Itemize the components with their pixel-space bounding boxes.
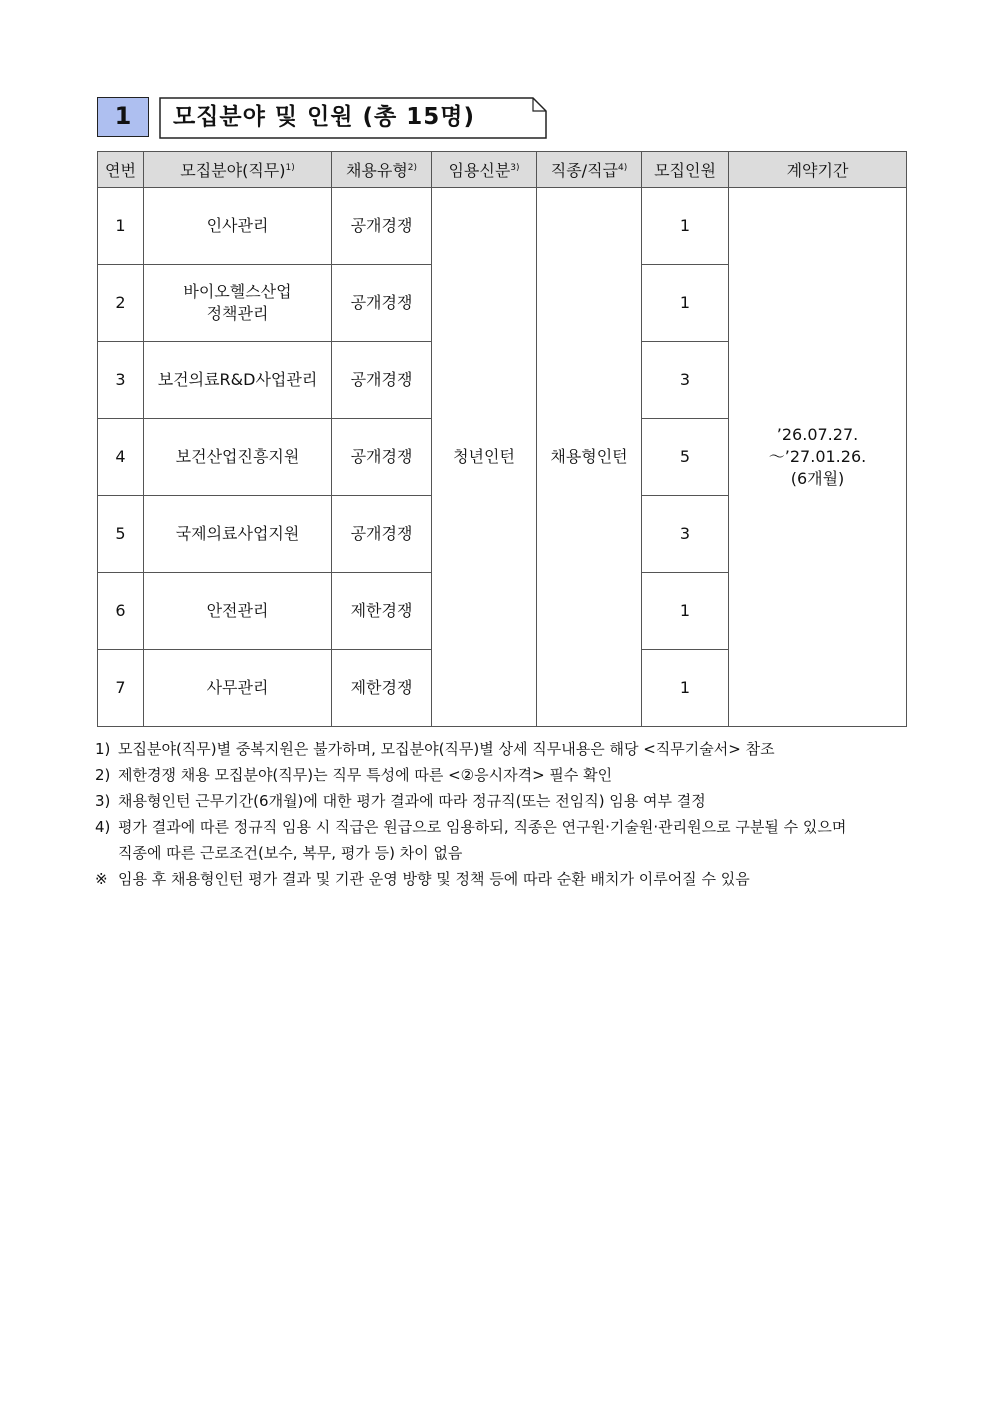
cell-field: 안전관리 — [144, 573, 332, 650]
cell-field: 사무관리 — [144, 650, 332, 727]
cell-type: 제한경쟁 — [332, 650, 432, 727]
period-dates: ’26.07.27.～’27.01.26. — [768, 425, 867, 466]
cell-no: 7 — [98, 650, 144, 727]
cell-field: 보건의료R&D사업관리 — [144, 342, 332, 419]
header-no: 연번 — [98, 152, 144, 188]
header-field: 모집분야(직무)$^{1)}$ — [144, 152, 332, 188]
cell-count: 3 — [642, 496, 729, 573]
cell-no: 2 — [98, 265, 144, 342]
cell-count: 5 — [642, 419, 729, 496]
section-title: 모집분야 및 인원 (총 15명) — [173, 104, 476, 130]
footnote-2 — [95, 762, 925, 788]
cell-count: 1 — [642, 188, 729, 265]
footnote-1 — [95, 736, 925, 762]
section-title-box — [159, 97, 547, 139]
footnote-text: 제한경쟁 채용 모집분야(직무)는 직무 특성에 따른 <②응시자격> 필수 확인 — [118, 766, 613, 784]
cell-field — [144, 265, 332, 342]
cell-grade: 채용형인턴 — [537, 188, 642, 727]
cell-no: 5 — [98, 496, 144, 573]
header-count: 모집인원 — [642, 152, 729, 188]
cell-type: 공개경쟁 — [332, 342, 432, 419]
footnote-label: 3) — [95, 792, 111, 810]
footnote-text: 임용 후 채용형인턴 평가 결과 및 기관 운영 방향 및 정책 등에 따라 순환 배치가 이루어질 수 있음 — [118, 870, 750, 888]
cell-count: 1 — [642, 650, 729, 727]
cell-field: 국제의료사업지원 — [144, 496, 332, 573]
cell-type: 제한경쟁 — [332, 573, 432, 650]
footnote-label: 2) — [95, 766, 111, 784]
footnote-3 — [95, 788, 925, 814]
cell-period — [729, 188, 907, 727]
footnote-remark — [95, 866, 925, 892]
header-period: 계약기간 — [729, 152, 907, 188]
cell-no: 6 — [98, 573, 144, 650]
cell-field: 인사관리 — [144, 188, 332, 265]
cell-count: 1 — [642, 573, 729, 650]
footnote-4 — [95, 814, 925, 840]
cell-no: 1 — [98, 188, 144, 265]
header-status: 임용신분$^{3)}$ — [432, 152, 537, 188]
footnote-4-continuation: 직종에 따른 근로조건(보수, 복무, 평가 등) 차이 없음 — [118, 844, 463, 862]
footnote-label: 1) — [95, 740, 111, 758]
footnote-text: 모집분야(직무)별 중복지원은 불가하며, 모집분야(직무)별 상세 직무내용은 해당 <직무기술서> 참조 — [118, 740, 775, 758]
recruitment-table — [97, 151, 907, 727]
footnote-label: 4) — [95, 818, 111, 836]
cell-count: 1 — [642, 265, 729, 342]
section-number: 1 — [97, 97, 149, 137]
footnote-label: ※ — [95, 870, 108, 888]
table-row — [98, 188, 907, 265]
cell-type: 공개경쟁 — [332, 265, 432, 342]
footnote-text: 평가 결과에 따른 정규직 임용 시 직급은 원급으로 임용하되, 직종은 연구원·기술원·관리원으로 구분될 수 있으며 — [118, 818, 847, 836]
header-grade: 직종/직급$^{4)}$ — [537, 152, 642, 188]
table-header-row — [98, 152, 907, 188]
field-line-1: 바이오헬스산업 — [183, 282, 292, 301]
cell-type: 공개경쟁 — [332, 419, 432, 496]
footnote-text: 채용형인턴 근무기간(6개월)에 대한 평가 결과에 따라 정규직(또는 전임직) 임용 여부 결정 — [118, 792, 706, 810]
cell-status: 청년인턴 — [432, 188, 537, 727]
period-duration: (6개월) — [790, 469, 845, 488]
cell-count: 3 — [642, 342, 729, 419]
cell-type: 공개경쟁 — [332, 188, 432, 265]
field-line-2: 정책관리 — [206, 304, 269, 323]
cell-field: 보건산업진흥지원 — [144, 419, 332, 496]
footnotes — [95, 736, 925, 892]
cell-type: 공개경쟁 — [332, 496, 432, 573]
cell-no: 4 — [98, 419, 144, 496]
header-type: 채용유형$^{2)}$ — [332, 152, 432, 188]
cell-no: 3 — [98, 342, 144, 419]
